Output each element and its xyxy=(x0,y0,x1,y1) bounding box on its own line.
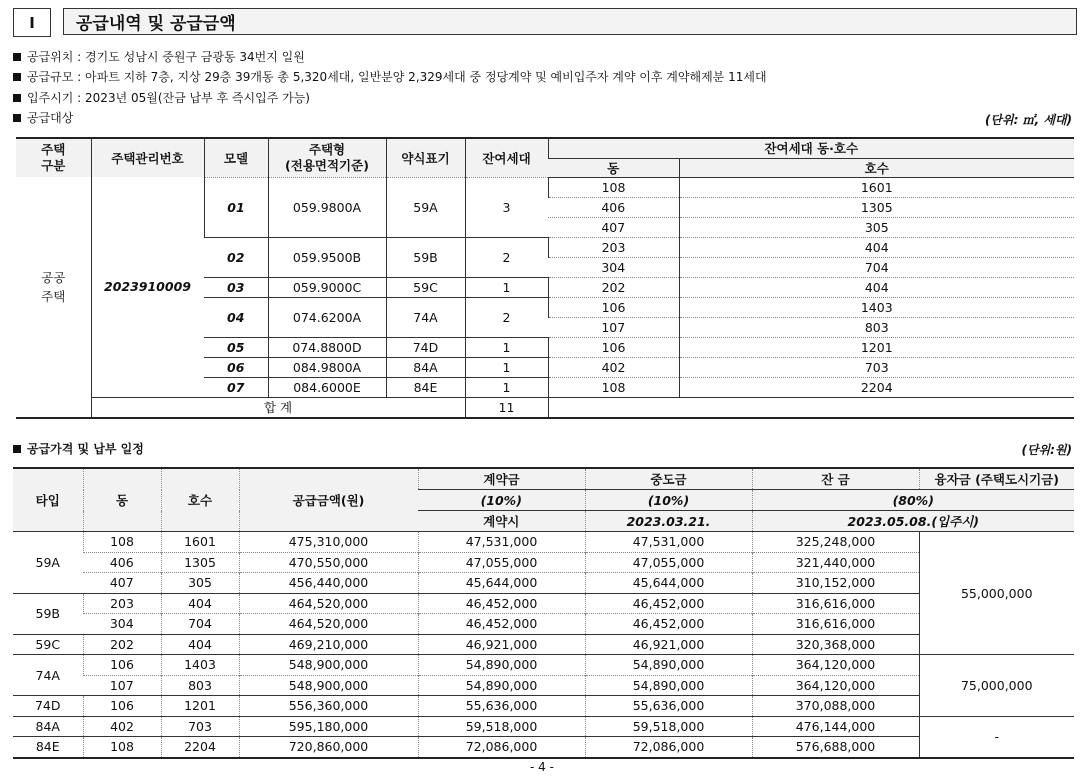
ho: 404 xyxy=(161,634,239,655)
unit-ho: 404 xyxy=(679,237,1074,257)
square-bullet-icon xyxy=(13,114,21,122)
price-table xyxy=(13,467,1074,759)
supply-price: 464,520,000 xyxy=(239,614,418,635)
unit-ho: 704 xyxy=(679,257,1074,277)
unit-ho: 305 xyxy=(679,217,1074,237)
unit-label-2: (단위:원) xyxy=(1021,443,1072,457)
unit-dong: 202 xyxy=(548,277,679,297)
unit-ho: 1403 xyxy=(679,297,1074,317)
balance: 320,368,000 xyxy=(752,634,919,655)
th-category: 주택 구분 xyxy=(16,138,91,177)
price-row xyxy=(13,716,1074,737)
house-category: 공공 주택 xyxy=(41,270,66,304)
supply-price: 469,210,000 xyxy=(239,634,418,655)
ho: 803 xyxy=(161,675,239,696)
deposit: 47,531,000 xyxy=(418,532,585,553)
short-name: 59B xyxy=(386,237,465,277)
type-label: 59B xyxy=(13,593,83,634)
price-row xyxy=(13,532,1074,553)
remaining-count: 3 xyxy=(465,177,548,237)
supply-table xyxy=(16,137,1074,419)
unit-dong: 203 xyxy=(548,237,679,257)
ho: 404 xyxy=(161,593,239,614)
dong: 106 xyxy=(83,655,161,676)
section2-title: 공급가격 및 납부 일정 xyxy=(13,440,144,457)
model-number: 03 xyxy=(204,277,268,297)
info-scale: 공급규모 : 아파트 지하 7층, 지상 29층 39개동 총 5,320세대, 일반분양 2,329세대 중 정당계약 및 예비입주자 계약 이후 계약해제분 11세대 xyxy=(13,69,767,86)
remaining-count: 1 xyxy=(465,277,548,297)
unit-ho: 2204 xyxy=(679,377,1074,397)
unit-row xyxy=(16,177,1074,197)
square-bullet-icon xyxy=(13,53,21,61)
house-type: 059.9500B xyxy=(268,237,386,277)
unit-ho: 703 xyxy=(679,357,1074,377)
house-type: 084.6000E xyxy=(268,377,386,397)
house-type: 074.6200A xyxy=(268,297,386,337)
unit-label-1: (단위: ㎡, 세대) xyxy=(984,113,1072,127)
unit-ho: 1601 xyxy=(679,177,1074,197)
th-mid-date: 2023.03.21. xyxy=(585,511,752,532)
short-name: 59C xyxy=(386,277,465,297)
price-row xyxy=(13,593,1074,614)
info-target: 공급대상 xyxy=(13,110,73,127)
unit-dong: 108 xyxy=(548,377,679,397)
supply-price: 595,180,000 xyxy=(239,716,418,737)
dong: 203 xyxy=(83,593,161,614)
th-remaining: 잔여세대 xyxy=(465,138,548,177)
deposit: 45,644,000 xyxy=(418,573,585,594)
unit-dong: 407 xyxy=(548,217,679,237)
dong: 402 xyxy=(83,716,161,737)
square-bullet-icon xyxy=(13,445,21,453)
remaining-count: 2 xyxy=(465,297,548,337)
loan-amount: - xyxy=(919,716,1074,758)
total-empty-cell xyxy=(16,397,91,418)
deposit: 54,890,000 xyxy=(418,655,585,676)
balance: 364,120,000 xyxy=(752,675,919,696)
short-name: 84A xyxy=(386,357,465,377)
mid-payment: 55,636,000 xyxy=(585,696,752,717)
mid-payment: 54,890,000 xyxy=(585,675,752,696)
mid-payment: 46,921,000 xyxy=(585,634,752,655)
mid-payment: 46,452,000 xyxy=(585,593,752,614)
house-type: 059.9000C xyxy=(268,277,386,297)
model-number: 04 xyxy=(204,297,268,337)
ho: 704 xyxy=(161,614,239,635)
dong: 108 xyxy=(83,532,161,553)
price-row xyxy=(13,552,1074,573)
deposit: 59,518,000 xyxy=(418,716,585,737)
model-number: 06 xyxy=(204,357,268,377)
total-row xyxy=(16,397,1074,418)
ho: 703 xyxy=(161,716,239,737)
supply-price: 548,900,000 xyxy=(239,655,418,676)
short-name: 74A xyxy=(386,297,465,337)
balance: 321,440,000 xyxy=(752,552,919,573)
balance: 576,688,000 xyxy=(752,737,919,758)
loan-amount: 55,000,000 xyxy=(919,532,1074,655)
total-blank xyxy=(548,397,1074,418)
square-bullet-icon xyxy=(13,73,21,81)
price-row xyxy=(13,573,1074,594)
ho: 1201 xyxy=(161,696,239,717)
unit-dong: 106 xyxy=(548,337,679,357)
dong: 108 xyxy=(83,737,161,758)
price-row xyxy=(13,737,1074,758)
model-number: 05 xyxy=(204,337,268,357)
th-model: 모델 xyxy=(204,138,268,177)
deposit: 46,921,000 xyxy=(418,634,585,655)
balance: 310,152,000 xyxy=(752,573,919,594)
mid-payment: 47,531,000 xyxy=(585,532,752,553)
ho: 305 xyxy=(161,573,239,594)
th-dong2: 동 xyxy=(83,468,161,532)
balance: 316,616,000 xyxy=(752,614,919,635)
mid-payment: 46,452,000 xyxy=(585,614,752,635)
th-dong: 동 xyxy=(548,158,679,177)
th-price: 공급금액(원) xyxy=(239,468,418,532)
th-house-type: 주택형 (전용면적기준) xyxy=(268,138,386,177)
th-ho: 호수 xyxy=(679,158,1074,177)
unit-dong: 406 xyxy=(548,197,679,217)
mid-payment: 72,086,000 xyxy=(585,737,752,758)
th-loan: 융자금 (주택도시기금) xyxy=(919,468,1074,490)
th-ho2: 호수 xyxy=(161,468,239,532)
remaining-count: 2 xyxy=(465,237,548,277)
dong: 406 xyxy=(83,552,161,573)
supply-price: 464,520,000 xyxy=(239,593,418,614)
mid-payment: 54,890,000 xyxy=(585,655,752,676)
type-label: 59C xyxy=(13,634,83,655)
short-name: 84E xyxy=(386,377,465,397)
info-move-in: 입주시기 : 2023년 05월(잔금 납부 후 즉시입주 가능) xyxy=(13,90,310,107)
ho: 1305 xyxy=(161,552,239,573)
type-label: 74D xyxy=(13,696,83,717)
remaining-count: 1 xyxy=(465,377,548,397)
supply-price: 475,310,000 xyxy=(239,532,418,553)
unit-dong: 304 xyxy=(548,257,679,277)
deposit: 55,636,000 xyxy=(418,696,585,717)
total-label: 합 계 xyxy=(91,397,465,418)
balance: 316,616,000 xyxy=(752,593,919,614)
short-name: 74D xyxy=(386,337,465,357)
ho: 1601 xyxy=(161,532,239,553)
dong: 304 xyxy=(83,614,161,635)
th-mid: 중도금 xyxy=(585,468,752,490)
th-type: 타입 xyxy=(13,468,83,532)
dong: 202 xyxy=(83,634,161,655)
th-deposit-when: 계약시 xyxy=(418,511,585,532)
model-number: 02 xyxy=(204,237,268,277)
house-type: 074.8800D xyxy=(268,337,386,357)
th-balance-pct: (80%) xyxy=(752,490,1074,511)
balance: 370,088,000 xyxy=(752,696,919,717)
unit-dong: 402 xyxy=(548,357,679,377)
deposit: 46,452,000 xyxy=(418,614,585,635)
dong: 107 xyxy=(83,675,161,696)
price-row xyxy=(13,655,1074,676)
model-number: 01 xyxy=(204,177,268,237)
model-number: 07 xyxy=(204,377,268,397)
supply-price: 456,440,000 xyxy=(239,573,418,594)
th-deposit: 계약금 xyxy=(418,468,585,490)
type-label: 84A xyxy=(13,716,83,737)
section-title: 공급내역 및 공급금액 xyxy=(63,8,1077,35)
price-row xyxy=(13,614,1074,635)
loan-amount: 75,000,000 xyxy=(919,655,1074,717)
unit-ho: 1305 xyxy=(679,197,1074,217)
deposit: 46,452,000 xyxy=(418,593,585,614)
supply-price: 720,860,000 xyxy=(239,737,418,758)
supply-price: 470,550,000 xyxy=(239,552,418,573)
price-row xyxy=(13,634,1074,655)
unit-ho: 1201 xyxy=(679,337,1074,357)
section-number: I xyxy=(13,8,51,37)
mid-payment: 47,055,000 xyxy=(585,552,752,573)
deposit: 47,055,000 xyxy=(418,552,585,573)
balance: 476,144,000 xyxy=(752,716,919,737)
dong: 106 xyxy=(83,696,161,717)
ho: 1403 xyxy=(161,655,239,676)
unit-ho: 803 xyxy=(679,317,1074,337)
remaining-count: 1 xyxy=(465,357,548,377)
deposit: 72,086,000 xyxy=(418,737,585,758)
info-location: 공급위치 : 경기도 성남시 중원구 금광동 34번지 일원 xyxy=(13,49,305,66)
unit-dong: 107 xyxy=(548,317,679,337)
square-bullet-icon xyxy=(13,94,21,102)
remaining-count: 1 xyxy=(465,337,548,357)
mid-payment: 45,644,000 xyxy=(585,573,752,594)
house-type: 084.9800A xyxy=(268,357,386,377)
dong: 407 xyxy=(83,573,161,594)
price-row xyxy=(13,696,1074,717)
th-mgmt-no: 주택관리번호 xyxy=(91,138,204,177)
balance: 325,248,000 xyxy=(752,532,919,553)
short-name: 59A xyxy=(386,177,465,237)
ho: 2204 xyxy=(161,737,239,758)
th-units: 잔여세대 동·호수 xyxy=(548,138,1074,158)
supply-price: 556,360,000 xyxy=(239,696,418,717)
th-deposit-pct: (10%) xyxy=(418,490,585,511)
total-count: 11 xyxy=(465,397,548,418)
th-short: 약식표기 xyxy=(386,138,465,177)
section-header xyxy=(13,8,1079,37)
price-row xyxy=(13,675,1074,696)
unit-dong: 106 xyxy=(548,297,679,317)
type-label: 74A xyxy=(13,655,83,696)
deposit: 54,890,000 xyxy=(418,675,585,696)
mid-payment: 59,518,000 xyxy=(585,716,752,737)
th-mid-pct: (10%) xyxy=(585,490,752,511)
house-type: 059.9800A xyxy=(268,177,386,237)
unit-dong: 108 xyxy=(548,177,679,197)
th-balance-date: 2023.05.08.(입주시) xyxy=(752,511,1074,532)
supply-price: 548,900,000 xyxy=(239,675,418,696)
th-balance: 잔 금 xyxy=(752,468,919,490)
mgmt-number: 2023910009 xyxy=(91,177,204,397)
page-number: - 4 - xyxy=(530,760,554,774)
type-label: 84E xyxy=(13,737,83,758)
balance: 364,120,000 xyxy=(752,655,919,676)
type-label: 59A xyxy=(13,532,83,594)
unit-ho: 404 xyxy=(679,277,1074,297)
